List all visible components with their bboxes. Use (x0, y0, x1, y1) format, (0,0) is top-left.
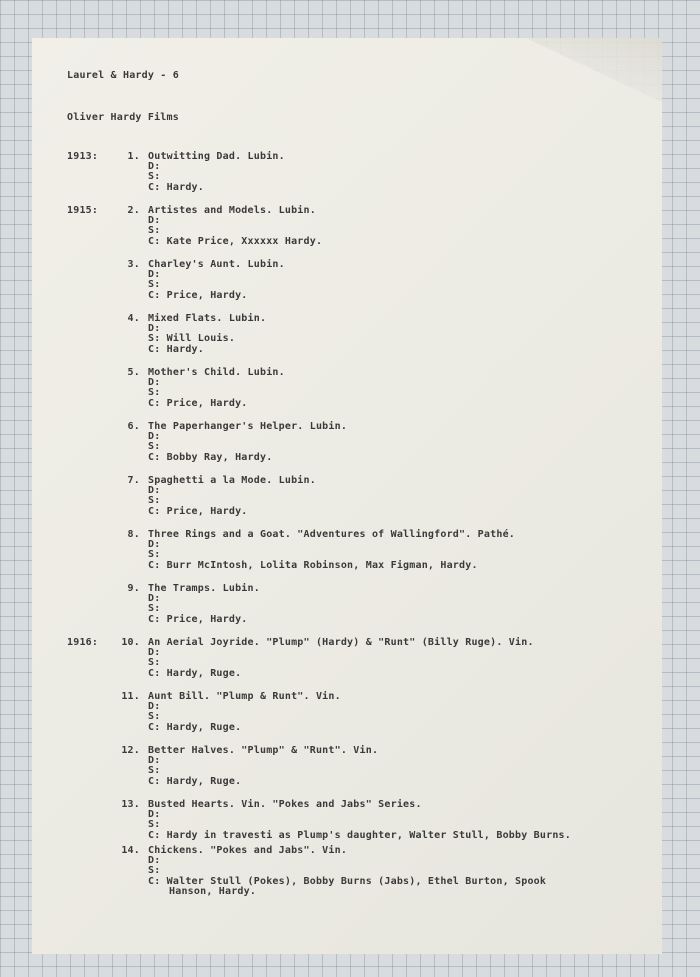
film-title: Outwitting Dad. Lubin. (148, 151, 285, 162)
film-cast: C: Price, Hardy. (148, 506, 248, 517)
film-number: 8. (127, 529, 140, 540)
film-cast: C: Hardy. (148, 344, 204, 355)
film-number: 3. (127, 259, 140, 270)
film-cast: C: Price, Hardy. (148, 290, 248, 301)
film-director: D: (148, 485, 161, 496)
film-title: Mixed Flats. Lubin. (148, 313, 267, 324)
film-scenario: S: (148, 441, 161, 452)
film-cast: C: Walter Stull (Pokes), Bobby Burns (Jabs), Ethel Burton, Spook (148, 876, 547, 887)
film-title: Busted Hearts. Vin. "Pokes and Jabs" Series. (148, 799, 422, 810)
film-director: D: (148, 855, 161, 866)
film-number: 5. (127, 367, 140, 378)
film-scenario: S: (148, 495, 161, 506)
film-number: 2. (127, 205, 140, 216)
film-cast: C: Hardy in travesti as Plump's daughter, Walter Stull, Bobby Burns. (148, 830, 571, 841)
film-director: D: (148, 755, 161, 766)
year-1916: 1916: (67, 637, 99, 648)
film-title: Charley's Aunt. Lubin. (148, 259, 285, 270)
film-number: 7. (127, 475, 140, 486)
film-director: D: (148, 323, 161, 334)
film-director: D: (148, 215, 161, 226)
film-scenario: S: (148, 387, 161, 398)
film-title: An Aerial Joyride. "Plump" (Hardy) & "Runt" (Billy Ruge). Vin. (148, 637, 534, 648)
film-number: 13. (121, 799, 140, 810)
film-scenario: S: (148, 603, 161, 614)
film-director: D: (148, 431, 161, 442)
film-title: Chickens. "Pokes and Jabs". Vin. (148, 845, 348, 856)
film-number: 10. (121, 637, 140, 648)
film-scenario: S: (148, 711, 161, 722)
film-cast: C: Bobby Ray, Hardy. (148, 452, 273, 463)
film-cast: C: Hardy, Ruge. (148, 776, 242, 787)
film-cast: C: Price, Hardy. (148, 398, 248, 409)
film-cast: C: Kate Price, Xxxxxx Hardy. (148, 236, 323, 247)
film-scenario: S: (148, 171, 161, 182)
film-director: D: (148, 269, 161, 280)
film-title: The Paperhanger's Helper. Lubin. (148, 421, 348, 432)
film-title: Artistes and Models. Lubin. (148, 205, 316, 216)
film-number: 4. (127, 313, 140, 324)
film-scenario: S: (148, 765, 161, 776)
film-title: Mother's Child. Lubin. (148, 367, 285, 378)
film-scenario: S: (148, 657, 161, 668)
film-cast: C: Hardy. (148, 182, 204, 193)
film-director: D: (148, 593, 161, 604)
film-scenario: S: (148, 819, 161, 830)
film-title: The Tramps. Lubin. (148, 583, 260, 594)
film-director: D: (148, 701, 161, 712)
film-title: Spaghetti a la Mode. Lubin. (148, 475, 316, 486)
year-1915: 1915: (67, 205, 99, 216)
film-cast: C: Hardy, Ruge. (148, 668, 242, 679)
film-scenario: S: (148, 225, 161, 236)
film-scenario: S: Will Louis. (148, 333, 236, 344)
film-number: 14. (121, 845, 140, 856)
film-director: D: (148, 539, 161, 550)
year-1913: 1913: (67, 151, 99, 162)
page-subtitle: Oliver Hardy Films (67, 112, 179, 123)
film-cast-continued: Hanson, Hardy. (169, 886, 257, 897)
film-number: 12. (121, 745, 140, 756)
film-number: 1. (127, 151, 140, 162)
film-scenario: S: (148, 279, 161, 290)
film-cast: C: Burr McIntosh, Lolita Robinson, Max Figman, Hardy. (148, 560, 478, 571)
film-cast: C: Price, Hardy. (148, 614, 248, 625)
page-title: Laurel & Hardy - 6 (67, 70, 179, 81)
film-director: D: (148, 377, 161, 388)
film-director: D: (148, 161, 161, 172)
film-scenario: S: (148, 865, 161, 876)
film-number: 9. (127, 583, 140, 594)
film-title: Aunt Bill. "Plump & Runt". Vin. (148, 691, 341, 702)
film-number: 11. (121, 691, 140, 702)
film-cast: C: Hardy, Ruge. (148, 722, 242, 733)
film-director: D: (148, 809, 161, 820)
film-title: Better Halves. "Plump" & "Runt". Vin. (148, 745, 379, 756)
film-number: 6. (127, 421, 140, 432)
film-director: D: (148, 647, 161, 658)
film-title: Three Rings and a Goat. "Adventures of Wallingford". Pathé. (148, 529, 516, 540)
film-scenario: S: (148, 549, 161, 560)
